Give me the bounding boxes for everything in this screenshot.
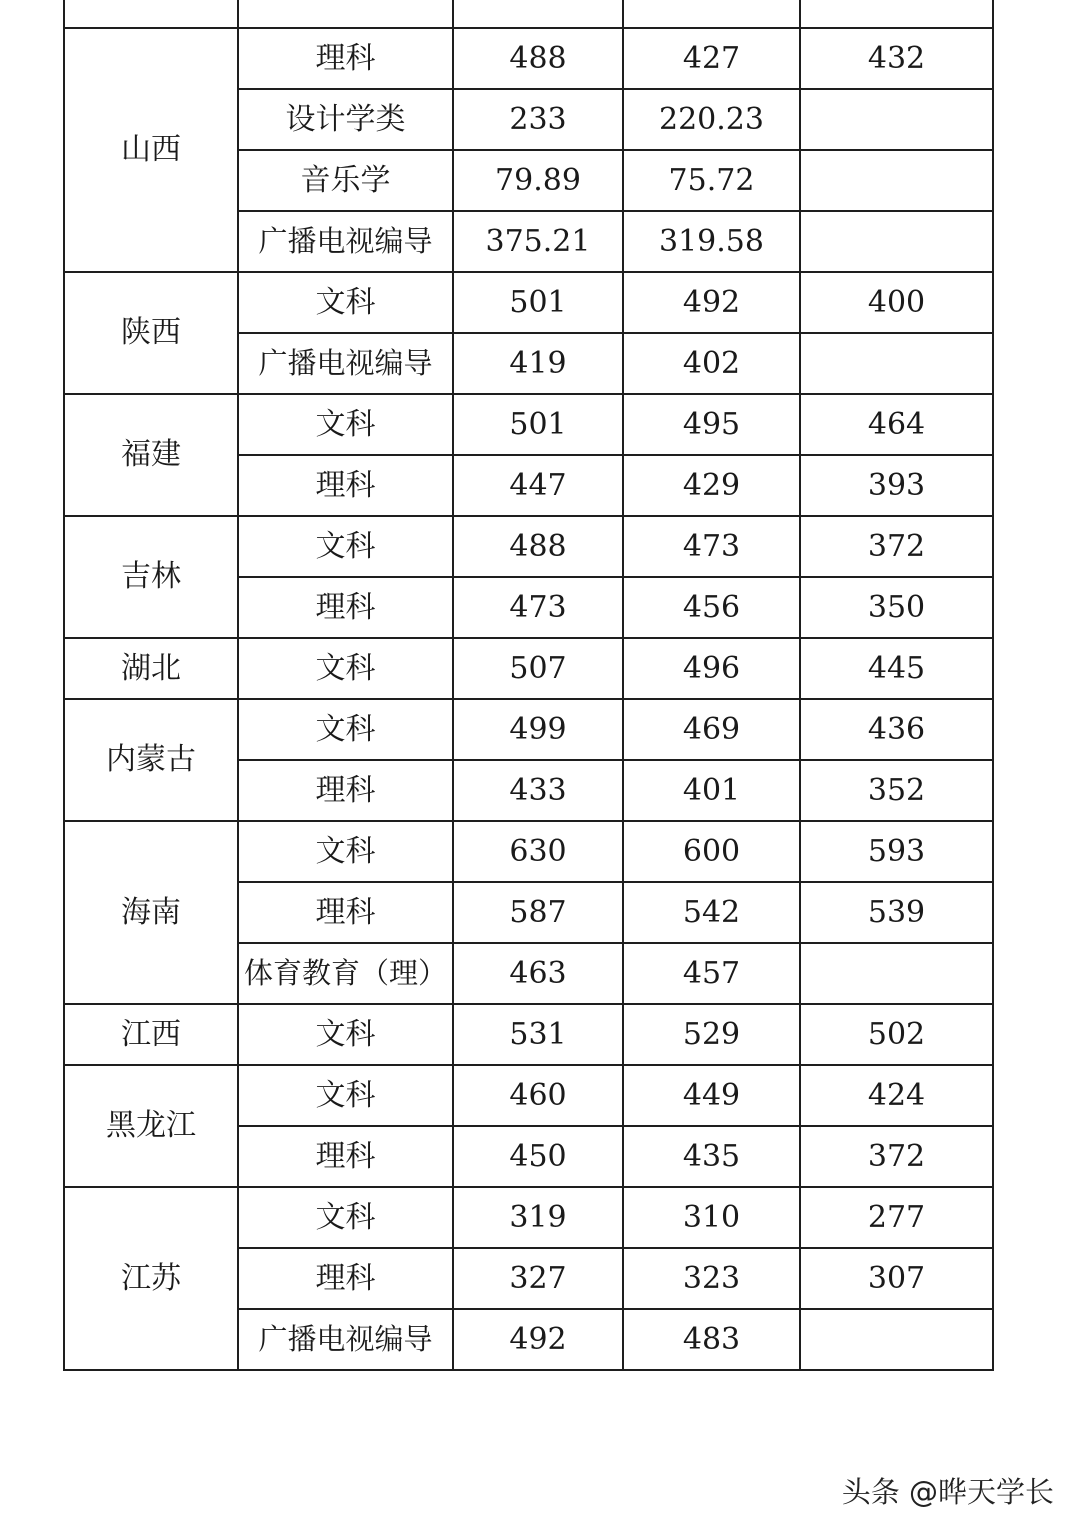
average-score-cell: 449 bbox=[623, 1065, 800, 1126]
highest-score-cell: 488 bbox=[453, 28, 623, 89]
province-cell: 陕西 bbox=[64, 272, 238, 394]
average-score-cell: 401 bbox=[623, 760, 800, 821]
province-cell: 山西 bbox=[64, 28, 238, 272]
province-cell: 福建 bbox=[64, 394, 238, 516]
control-line-cell: 593 bbox=[800, 821, 993, 882]
table-row bbox=[64, 1065, 993, 1126]
average-score-cell: 429 bbox=[623, 455, 800, 516]
province-cell bbox=[64, 0, 238, 28]
highest-score-cell bbox=[453, 0, 623, 28]
control-line-cell: 436 bbox=[800, 699, 993, 760]
control-line-cell: 432 bbox=[800, 28, 993, 89]
average-score-cell: 529 bbox=[623, 1004, 800, 1065]
highest-score-cell: 587 bbox=[453, 882, 623, 943]
table-row bbox=[64, 638, 993, 699]
highest-score-cell: 630 bbox=[453, 821, 623, 882]
score-table-body bbox=[64, 0, 993, 1370]
subject-cell: 理科 bbox=[238, 28, 453, 89]
subject-cell: 文科 bbox=[238, 1065, 453, 1126]
control-line-cell: 393 bbox=[800, 455, 993, 516]
average-score-cell: 75.72 bbox=[623, 150, 800, 211]
table-row bbox=[64, 821, 993, 882]
average-score-cell: 427 bbox=[623, 28, 800, 89]
average-score-cell: 496 bbox=[623, 638, 800, 699]
control-line-cell bbox=[800, 89, 993, 150]
subject-cell: 理科 bbox=[238, 1126, 453, 1187]
subject-cell: 文科 bbox=[238, 394, 453, 455]
control-line-cell bbox=[800, 943, 993, 1004]
subject-cell bbox=[238, 0, 453, 28]
average-score-cell: 542 bbox=[623, 882, 800, 943]
average-score-cell bbox=[623, 0, 800, 28]
province-cell: 湖北 bbox=[64, 638, 238, 699]
subject-cell: 理科 bbox=[238, 760, 453, 821]
table-row bbox=[64, 272, 993, 333]
control-line-cell: 277 bbox=[800, 1187, 993, 1248]
province-cell: 内蒙古 bbox=[64, 699, 238, 821]
table-row bbox=[64, 516, 993, 577]
average-score-cell: 492 bbox=[623, 272, 800, 333]
subject-cell: 文科 bbox=[238, 699, 453, 760]
control-line-cell: 445 bbox=[800, 638, 993, 699]
subject-cell: 文科 bbox=[238, 1187, 453, 1248]
highest-score-cell: 447 bbox=[453, 455, 623, 516]
subject-cell: 文科 bbox=[238, 1004, 453, 1065]
subject-cell: 理科 bbox=[238, 882, 453, 943]
province-cell: 海南 bbox=[64, 821, 238, 1004]
control-line-cell: 400 bbox=[800, 272, 993, 333]
control-line-cell bbox=[800, 333, 993, 394]
subject-cell: 文科 bbox=[238, 516, 453, 577]
control-line-cell: 424 bbox=[800, 1065, 993, 1126]
table-row bbox=[64, 1004, 993, 1065]
highest-score-cell: 499 bbox=[453, 699, 623, 760]
province-cell: 江苏 bbox=[64, 1187, 238, 1370]
table-row bbox=[64, 394, 993, 455]
average-score-cell: 473 bbox=[623, 516, 800, 577]
highest-score-cell: 233 bbox=[453, 89, 623, 150]
table-row bbox=[64, 28, 993, 89]
control-line-cell: 502 bbox=[800, 1004, 993, 1065]
average-score-cell: 402 bbox=[623, 333, 800, 394]
average-score-cell: 310 bbox=[623, 1187, 800, 1248]
highest-score-cell: 492 bbox=[453, 1309, 623, 1370]
control-line-cell: 307 bbox=[800, 1248, 993, 1309]
control-line-cell: 539 bbox=[800, 882, 993, 943]
highest-score-cell: 419 bbox=[453, 333, 623, 394]
subject-cell: 理科 bbox=[238, 577, 453, 638]
subject-cell: 广播电视编导 bbox=[238, 333, 453, 394]
highest-score-cell: 501 bbox=[453, 394, 623, 455]
highest-score-cell: 79.89 bbox=[453, 150, 623, 211]
highest-score-cell: 327 bbox=[453, 1248, 623, 1309]
province-cell: 江西 bbox=[64, 1004, 238, 1065]
average-score-cell: 456 bbox=[623, 577, 800, 638]
province-cell: 吉林 bbox=[64, 516, 238, 638]
control-line-cell bbox=[800, 150, 993, 211]
watermark-text: 头条 @晔天学长 bbox=[841, 1475, 1054, 1509]
average-score-cell: 319.58 bbox=[623, 211, 800, 272]
subject-cell: 理科 bbox=[238, 455, 453, 516]
table-row bbox=[64, 0, 993, 28]
subject-cell: 体育教育（理） bbox=[238, 943, 453, 1004]
control-line-cell bbox=[800, 0, 993, 28]
subject-cell: 文科 bbox=[238, 272, 453, 333]
score-table bbox=[63, 0, 994, 1371]
table-row bbox=[64, 1187, 993, 1248]
control-line-cell bbox=[800, 211, 993, 272]
control-line-cell bbox=[800, 1309, 993, 1370]
control-line-cell: 372 bbox=[800, 1126, 993, 1187]
subject-cell: 文科 bbox=[238, 821, 453, 882]
average-score-cell: 323 bbox=[623, 1248, 800, 1309]
subject-cell: 广播电视编导 bbox=[238, 211, 453, 272]
province-cell: 黑龙江 bbox=[64, 1065, 238, 1187]
subject-cell: 文科 bbox=[238, 638, 453, 699]
average-score-cell: 457 bbox=[623, 943, 800, 1004]
average-score-cell: 600 bbox=[623, 821, 800, 882]
highest-score-cell: 463 bbox=[453, 943, 623, 1004]
highest-score-cell: 507 bbox=[453, 638, 623, 699]
subject-cell: 广播电视编导 bbox=[238, 1309, 453, 1370]
highest-score-cell: 488 bbox=[453, 516, 623, 577]
highest-score-cell: 501 bbox=[453, 272, 623, 333]
control-line-cell: 350 bbox=[800, 577, 993, 638]
highest-score-cell: 375.21 bbox=[453, 211, 623, 272]
watermark bbox=[842, 1470, 1054, 1511]
control-line-cell: 372 bbox=[800, 516, 993, 577]
control-line-cell: 352 bbox=[800, 760, 993, 821]
subject-cell: 音乐学 bbox=[238, 150, 453, 211]
control-line-cell: 464 bbox=[800, 394, 993, 455]
highest-score-cell: 433 bbox=[453, 760, 623, 821]
highest-score-cell: 450 bbox=[453, 1126, 623, 1187]
highest-score-cell: 460 bbox=[453, 1065, 623, 1126]
highest-score-cell: 473 bbox=[453, 577, 623, 638]
average-score-cell: 435 bbox=[623, 1126, 800, 1187]
average-score-cell: 495 bbox=[623, 394, 800, 455]
subject-cell: 理科 bbox=[238, 1248, 453, 1309]
subject-cell: 设计学类 bbox=[238, 89, 453, 150]
highest-score-cell: 531 bbox=[453, 1004, 623, 1065]
average-score-cell: 220.23 bbox=[623, 89, 800, 150]
highest-score-cell: 319 bbox=[453, 1187, 623, 1248]
average-score-cell: 483 bbox=[623, 1309, 800, 1370]
table-row bbox=[64, 699, 993, 760]
average-score-cell: 469 bbox=[623, 699, 800, 760]
